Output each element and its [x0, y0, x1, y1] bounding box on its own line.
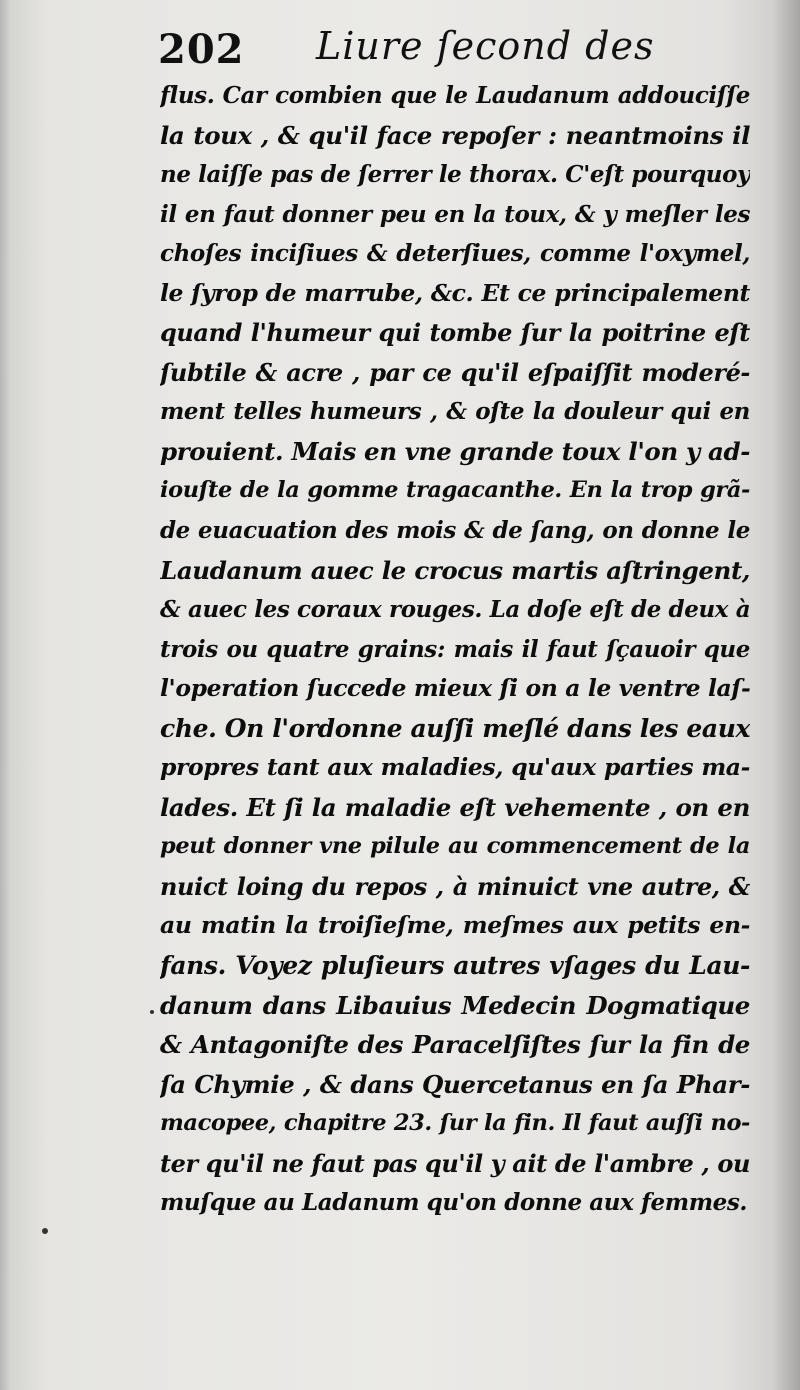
text-line: l'operation ſuccede mieux ſi on a le ventre laſ- — [160, 674, 750, 703]
page-header — [158, 18, 758, 78]
text-line: ment telles humeurs , & oſte la douleur qui en — [160, 398, 750, 426]
text-line: che. On l'ordonne auſſi meſlé dans les eaux — [160, 713, 750, 743]
text-line: fans. Voyez pluſieurs autres vſages du Lau- — [160, 951, 750, 981]
text-line: de euacuation des mois & de ſang, on donne le — [160, 517, 750, 545]
text-line: peut donner vne pilule au commencement de la — [160, 833, 750, 860]
page-edge-shadow — [0, 0, 10, 1390]
text-line: lades. Et ſi la maladie eſt vehemente , on en — [160, 792, 750, 822]
text-line: quand l'humeur qui tombe ſur la poitrine eſt — [160, 318, 750, 348]
text-line: trois ou quatre grains: mais il faut ſçauoir que — [160, 635, 750, 663]
text-line: ne laiſſe pas de ſerrer le thorax. C'eſt pourquoy — [160, 161, 750, 189]
text-line: au matin la troiſieſme, meſmes aux petits en- — [160, 911, 750, 940]
text-line: ſa Chymie , & dans Quercetanus en ſa Phar- — [160, 1069, 750, 1099]
running-head: Liure ſecond des — [316, 24, 655, 68]
text-line: & Antagoniſte des Paracelſiſtes ſur la fin de — [160, 1030, 750, 1060]
text-line: iouſte de la gomme tragacanthe. En la trop grã- — [160, 477, 750, 504]
text-line: choſes inciſiues & deterſiues, comme l'oxymel, — [160, 240, 750, 268]
text-line: muſque au Ladanum qu'on donne aux femmes. — [160, 1189, 748, 1217]
page-number: 202 — [158, 26, 245, 73]
spine-shadow — [772, 0, 800, 1390]
text-line: la toux , & qu'il face repoſer : neantmoins il — [160, 120, 750, 150]
text-line: Laudanum auec le crocus martis aſtringent, — [160, 555, 750, 585]
text-line: le ſyrop de marrube, &c. Et ce principalement — [160, 278, 750, 307]
text-line: danum dans Libauius Medecin Dogmatique — [160, 990, 750, 1020]
text-line: & auec les coraux rouges. La doſe eſt de deux à — [160, 596, 750, 624]
text-line: macopee, chapitre 23. ſur la fin. Il faut auſſi no- — [160, 1110, 750, 1137]
text-line: propres tant aux maladies, qu'aux parties ma- — [160, 753, 750, 782]
text-line: flus. Car combien que le Laudanum addouciſſe — [160, 82, 750, 109]
text-line: il en faut donner peu en la toux, & y meſler les — [160, 200, 750, 228]
text-line: ſubtile & acre , par ce qu'il eſpaiſſit moderé- — [160, 357, 750, 387]
ink-speck — [150, 1010, 154, 1014]
body-text — [160, 76, 750, 1223]
text-line: nuict loing du repos , à minuict vne autre, & — [160, 871, 750, 901]
text-line: ter qu'il ne faut pas qu'il y ait de l'ambre , ou — [160, 1148, 750, 1178]
ink-speck — [42, 1228, 48, 1234]
text-line: prouient. Mais en vne grande toux l'on y ad- — [160, 436, 750, 466]
